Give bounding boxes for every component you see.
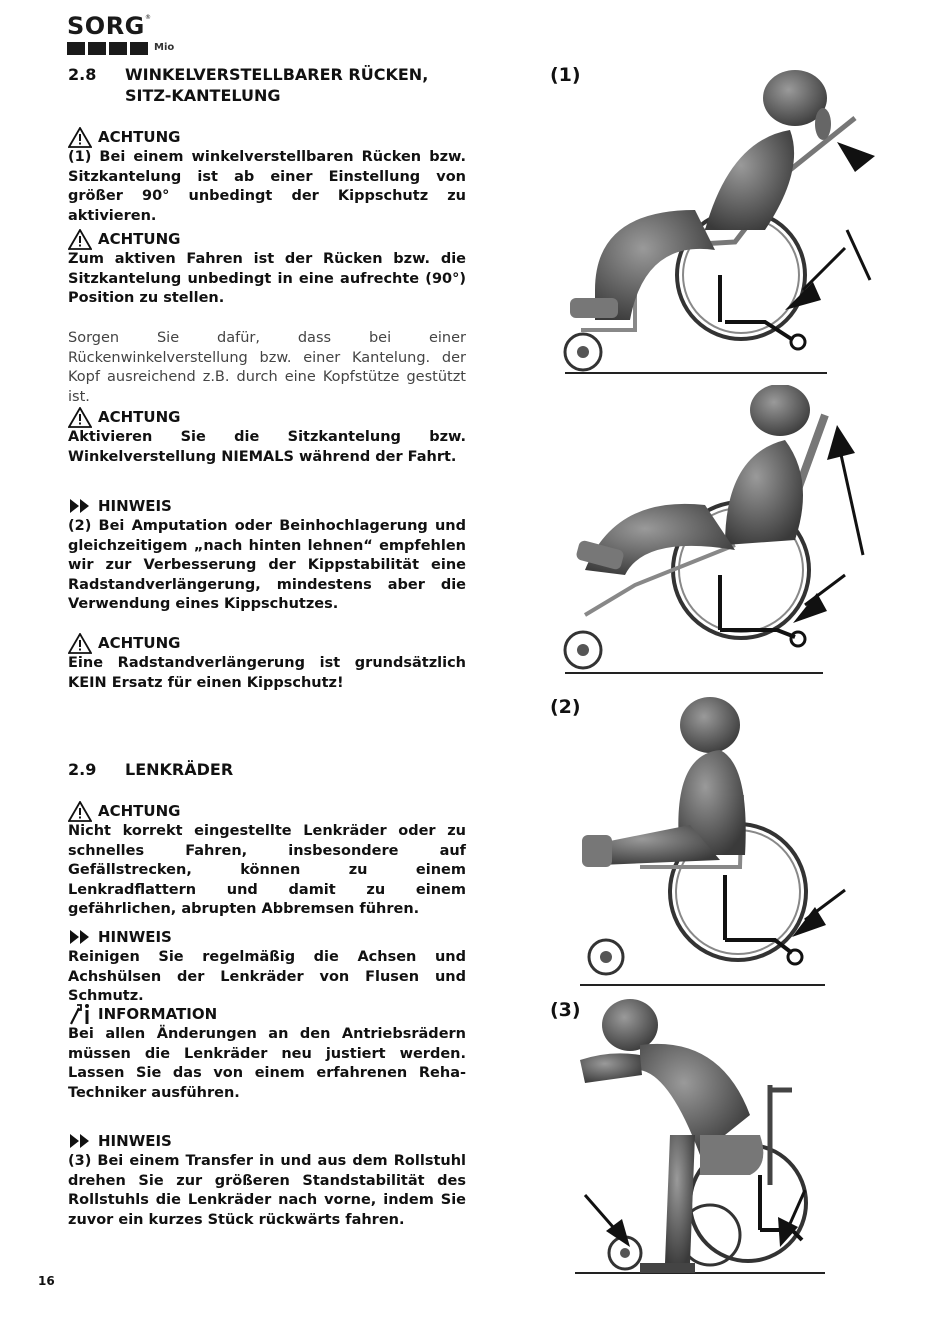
notice-label xyxy=(68,800,466,822)
illustration-reclined-back xyxy=(555,60,885,380)
warning-triangle-icon xyxy=(68,127,92,148)
brand-name: SORG xyxy=(67,12,145,40)
notice-type: HINWEIS xyxy=(98,497,172,515)
double-arrow-icon xyxy=(68,1133,92,1149)
notice-type: ACHTUNG xyxy=(98,802,181,820)
notice-type: ACHTUNG xyxy=(98,408,181,426)
notice-type: ACHTUNG xyxy=(98,230,181,248)
notice-text: Aktivieren Sie die Sitzkantelung bzw. Winkelverstellung NIEMALS während der Fahrt. xyxy=(68,429,466,465)
notice-text: (1) Bei einem winkelverstellbaren Rücken bzw. Sitzkantelung ist ab einer Einstellung von größer 90° unbedingt der Kippschutz zu aktivieren. xyxy=(68,149,466,224)
illustration-leg-elevation xyxy=(570,695,860,990)
notice-text: Reinigen Sie regelmäßig die Achsen und Achshülsen der Lenkräder von Flusen und Schmutz. xyxy=(68,949,466,1004)
registered-mark: ® xyxy=(145,14,151,21)
section-title: LENKRÄDER xyxy=(125,760,234,779)
double-arrow-icon xyxy=(68,929,92,945)
page-number: 16 xyxy=(38,1274,55,1288)
warning-triangle-icon xyxy=(68,633,92,654)
notice-text: (2) Bei Amputation oder Beinhochlagerung und gleichzeitigem „nach hinten lehnen“ empfehlen wir zur Verbesserung der Kippstabilität eine Radstandverlängerung, mindestens aber die Verwendung eines Kippschutzes. xyxy=(68,518,466,612)
notice-achtung-5 xyxy=(68,800,466,920)
notice-label xyxy=(68,1003,466,1025)
notice-label xyxy=(68,406,466,428)
warning-triangle-icon xyxy=(68,407,92,428)
notice-text: Eine Radstandverlängerung ist grundsätzlich KEIN Ersatz für einen Kippschutz! xyxy=(68,655,466,691)
notice-hinweis-1 xyxy=(68,495,466,615)
notice-type: ACHTUNG xyxy=(98,128,181,146)
notice-text: Nicht korrekt eingestellte Lenkräder oder zu schnelles Fahren, insbesondere auf Gefällstrecken, können zu einem Lenkradflattern und damit zu einem gefährlichen, abrupten Abbremsen führen. xyxy=(68,823,466,917)
model-name: Mio xyxy=(154,42,175,53)
notice-achtung-2 xyxy=(68,228,466,309)
double-arrow-icon xyxy=(68,498,92,514)
notice-text: Zum aktiven Fahren ist der Rücken bzw. die Sitzkantelung unbedingt in eine aufrechte (90°) Position zu stellen. xyxy=(68,251,466,306)
notice-text: Bei allen Änderungen an den Antriebsrädern müssen die Lenkräder neu justiert werden. Lassen Sie das von einem erfahrenen Reha-Techniker ausführen. xyxy=(68,1026,466,1101)
notice-type: HINWEIS xyxy=(98,928,172,946)
illustration-transfer xyxy=(570,995,860,1280)
section-number: 2.9 xyxy=(68,760,97,779)
paragraph-text: Sorgen Sie dafür, dass bei einer Rückenwinkelverstellung bzw. einer Kantelung. der Kopf ausreichend z.B. durch eine Kopfstütze gestützt ist. xyxy=(68,330,466,405)
notice-achtung-3 xyxy=(68,406,466,467)
notice-achtung-1 xyxy=(68,126,466,226)
notice-type: ACHTUNG xyxy=(98,634,181,652)
notice-type: HINWEIS xyxy=(98,1132,172,1150)
sorg-logo xyxy=(67,12,177,56)
figure-label-1: (1) xyxy=(550,64,581,86)
section-number: 2.8 xyxy=(68,65,97,84)
logo-blocks xyxy=(67,42,148,55)
notice-information xyxy=(68,1003,466,1103)
notice-type: INFORMATION xyxy=(98,1005,218,1023)
plain-paragraph xyxy=(68,329,466,407)
illustration-seat-tilt xyxy=(555,385,885,680)
section-title: WINKELVERSTELLBARER RÜCKEN, SITZ-KANTELUNG xyxy=(125,65,429,105)
figure-label-3: (3) xyxy=(550,999,581,1021)
notice-text: (3) Bei einem Transfer in und aus dem Rollstuhl drehen Sie zur größeren Standstabilität des Rollstuhls die Lenkräder nach vorne, indem Sie zuvor ein kurzes Stück rückwärts fahren. xyxy=(68,1153,466,1228)
notice-label xyxy=(68,126,466,148)
notice-label xyxy=(68,228,466,250)
tool-info-icon xyxy=(68,1002,92,1026)
notice-hinweis-2 xyxy=(68,926,466,1007)
figure-label-2: (2) xyxy=(550,696,581,718)
notice-label xyxy=(68,1130,466,1152)
notice-hinweis-3 xyxy=(68,1130,466,1230)
notice-label xyxy=(68,926,466,948)
notice-label xyxy=(68,495,466,517)
notice-label xyxy=(68,632,466,654)
warning-triangle-icon xyxy=(68,801,92,822)
notice-achtung-4 xyxy=(68,632,466,693)
warning-triangle-icon xyxy=(68,229,92,250)
